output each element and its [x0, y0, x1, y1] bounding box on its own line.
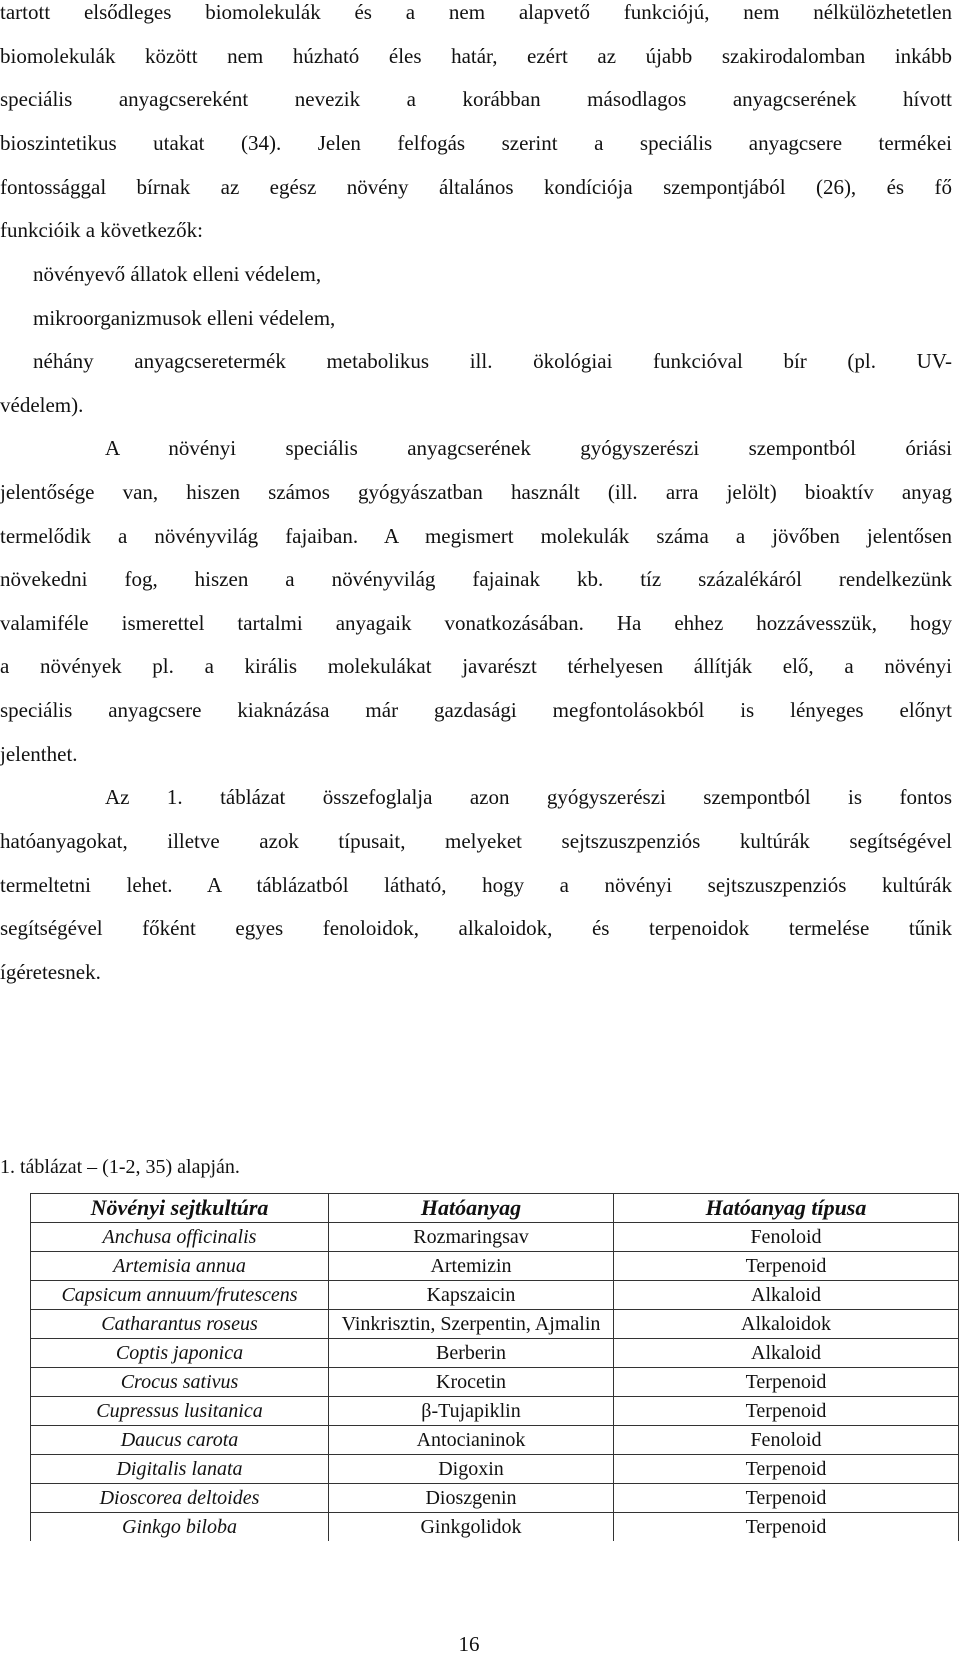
cell-plant: Anchusa officinalis — [31, 1223, 329, 1252]
paragraph-2-line: jelenthet. — [0, 742, 78, 766]
list-item: növényevő állatok elleni védelem, — [33, 262, 322, 286]
table-row — [31, 1484, 959, 1513]
list-item: néhány anyagcseretermék metabolikus ill. ökológiai funkcióval bír (pl. UV- — [33, 349, 952, 373]
cell-type: Alkaloid — [614, 1281, 959, 1310]
paragraph-2-line: speciális anyagcsere kiaknázása már gazdasági megfontolásokból is lényeges előnyt — [0, 698, 952, 722]
paragraph-2-line: a növények pl. a királis molekulákat javarészt térhelyesen állítják elő, a növényi — [0, 654, 952, 678]
cell-type: Terpenoid — [614, 1397, 959, 1426]
table-row — [31, 1368, 959, 1397]
paragraph-3-line: segítségével főként egyes fenoloidok, alkaloidok, és terpenoidok termelése tűnik — [0, 916, 952, 940]
cell-type: Terpenoid — [614, 1513, 959, 1542]
cell-compound: Krocetin — [329, 1368, 614, 1397]
table-row — [31, 1397, 959, 1426]
cell-plant: Capsicum annuum/frutescens — [31, 1281, 329, 1310]
cell-type: Terpenoid — [614, 1252, 959, 1281]
list-item: mikroorganizmusok elleni védelem, — [33, 306, 336, 330]
table-row — [31, 1223, 959, 1252]
cell-plant: Artemisia annua — [31, 1252, 329, 1281]
header-compound-type: Hatóanyag típusa — [614, 1194, 959, 1223]
table-row — [31, 1281, 959, 1310]
table-row — [31, 1426, 959, 1455]
cell-compound: Artemizin — [329, 1252, 614, 1281]
paragraph-1-line: biomolekulák között nem húzható éles határ, ezért az újabb szakirodalomban inkább — [0, 44, 952, 68]
cell-compound: β-Tujapiklin — [329, 1397, 614, 1426]
paragraph-2-line: jelentősége van, hiszen számos gyógyászatban használt (ill. arra jelölt) bioaktív anyag — [0, 480, 952, 504]
cell-plant: Crocus sativus — [31, 1368, 329, 1397]
paragraph-2-line: növekedni fog, hiszen a növényvilág fajainak kb. tíz százalékáról rendelkezünk — [0, 567, 952, 591]
cell-compound: Berberin — [329, 1339, 614, 1368]
cell-type: Terpenoid — [614, 1368, 959, 1397]
paragraph-1-line: bioszintetikus utakat (34). Jelen felfogás szerint a speciális anyagcsere termékei — [0, 131, 952, 155]
cell-type: Alkaloidok — [614, 1310, 959, 1339]
cell-compound: Digoxin — [329, 1455, 614, 1484]
paragraph-3-line: Az 1. táblázat összefoglalja azon gyógyszerészi szempontból is fontos — [105, 785, 952, 809]
cell-compound: Kapszaicin — [329, 1281, 614, 1310]
cell-compound: Antocianinok — [329, 1426, 614, 1455]
page-number: 16 — [458, 1632, 480, 1656]
paragraph-1-line: fontossággal bírnak az egész növény általános kondíciója szempontjából (26), és fő — [0, 175, 952, 199]
header-plant-culture: Növényi sejtkultúra — [31, 1194, 329, 1223]
cell-plant: Cupressus lusitanica — [31, 1397, 329, 1426]
header-compound: Hatóanyag — [329, 1194, 614, 1223]
cell-plant: Dioscorea deltoides — [31, 1484, 329, 1513]
cell-plant: Digitalis lanata — [31, 1455, 329, 1484]
paragraph-2-line: valamiféle ismerettel tartalmi anyagaik vonatkozásában. Ha ehhez hozzávesszük, hogy — [0, 611, 952, 635]
table-row — [31, 1513, 959, 1542]
cell-plant: Daucus carota — [31, 1426, 329, 1455]
paragraph-1-line: speciális anyagcsereként nevezik a korábban másodlagos anyagcserének hívott — [0, 87, 952, 111]
cell-compound: Ginkgolidok — [329, 1513, 614, 1542]
table-row — [31, 1455, 959, 1484]
cell-compound: Vinkrisztin, Szerpentin, Ajmalin — [329, 1310, 614, 1339]
table-header-row — [31, 1194, 959, 1223]
paragraph-1-line: funkcióik a következők: — [0, 218, 203, 242]
list-item-continuation: védelem). — [0, 393, 84, 417]
cell-plant: Ginkgo biloba — [31, 1513, 329, 1542]
cell-compound: Rozmaringsav — [329, 1223, 614, 1252]
paragraph-2-line: A növényi speciális anyagcserének gyógyszerészi szempontból óriási — [105, 436, 952, 460]
cell-type: Fenoloid — [614, 1426, 959, 1455]
paragraph-3-line: termeltetni lehet. A táblázatból látható, hogy a növényi sejtszuszpenziós kultúrák — [0, 873, 952, 897]
cell-type: Fenoloid — [614, 1223, 959, 1252]
table-row — [31, 1339, 959, 1368]
cell-plant: Catharantus roseus — [31, 1310, 329, 1339]
cell-type: Terpenoid — [614, 1484, 959, 1513]
paragraph-3-line: hatóanyagokat, illetve azok típusait, melyeket sejtszuszpenziós kultúrák segítségével — [0, 829, 952, 853]
cell-compound: Dioszgenin — [329, 1484, 614, 1513]
paragraph-2-line: termelődik a növényvilág fajaiban. A megismert molekulák száma a jövőben jelentősen — [0, 524, 952, 548]
paragraph-1-line: tartott elsődleges biomolekulák és a nem alapvető funkciójú, nem nélkülözhetetlen — [0, 0, 952, 24]
plant-culture-table — [30, 1193, 958, 1541]
cell-type: Terpenoid — [614, 1455, 959, 1484]
cell-type: Alkaloid — [614, 1339, 959, 1368]
paragraph-3-line: ígéretesnek. — [0, 960, 101, 984]
table-row — [31, 1252, 959, 1281]
cell-plant: Coptis japonica — [31, 1339, 329, 1368]
table-row — [31, 1310, 959, 1339]
table-caption: 1. táblázat – (1-2, 35) alapján. — [0, 1156, 240, 1178]
